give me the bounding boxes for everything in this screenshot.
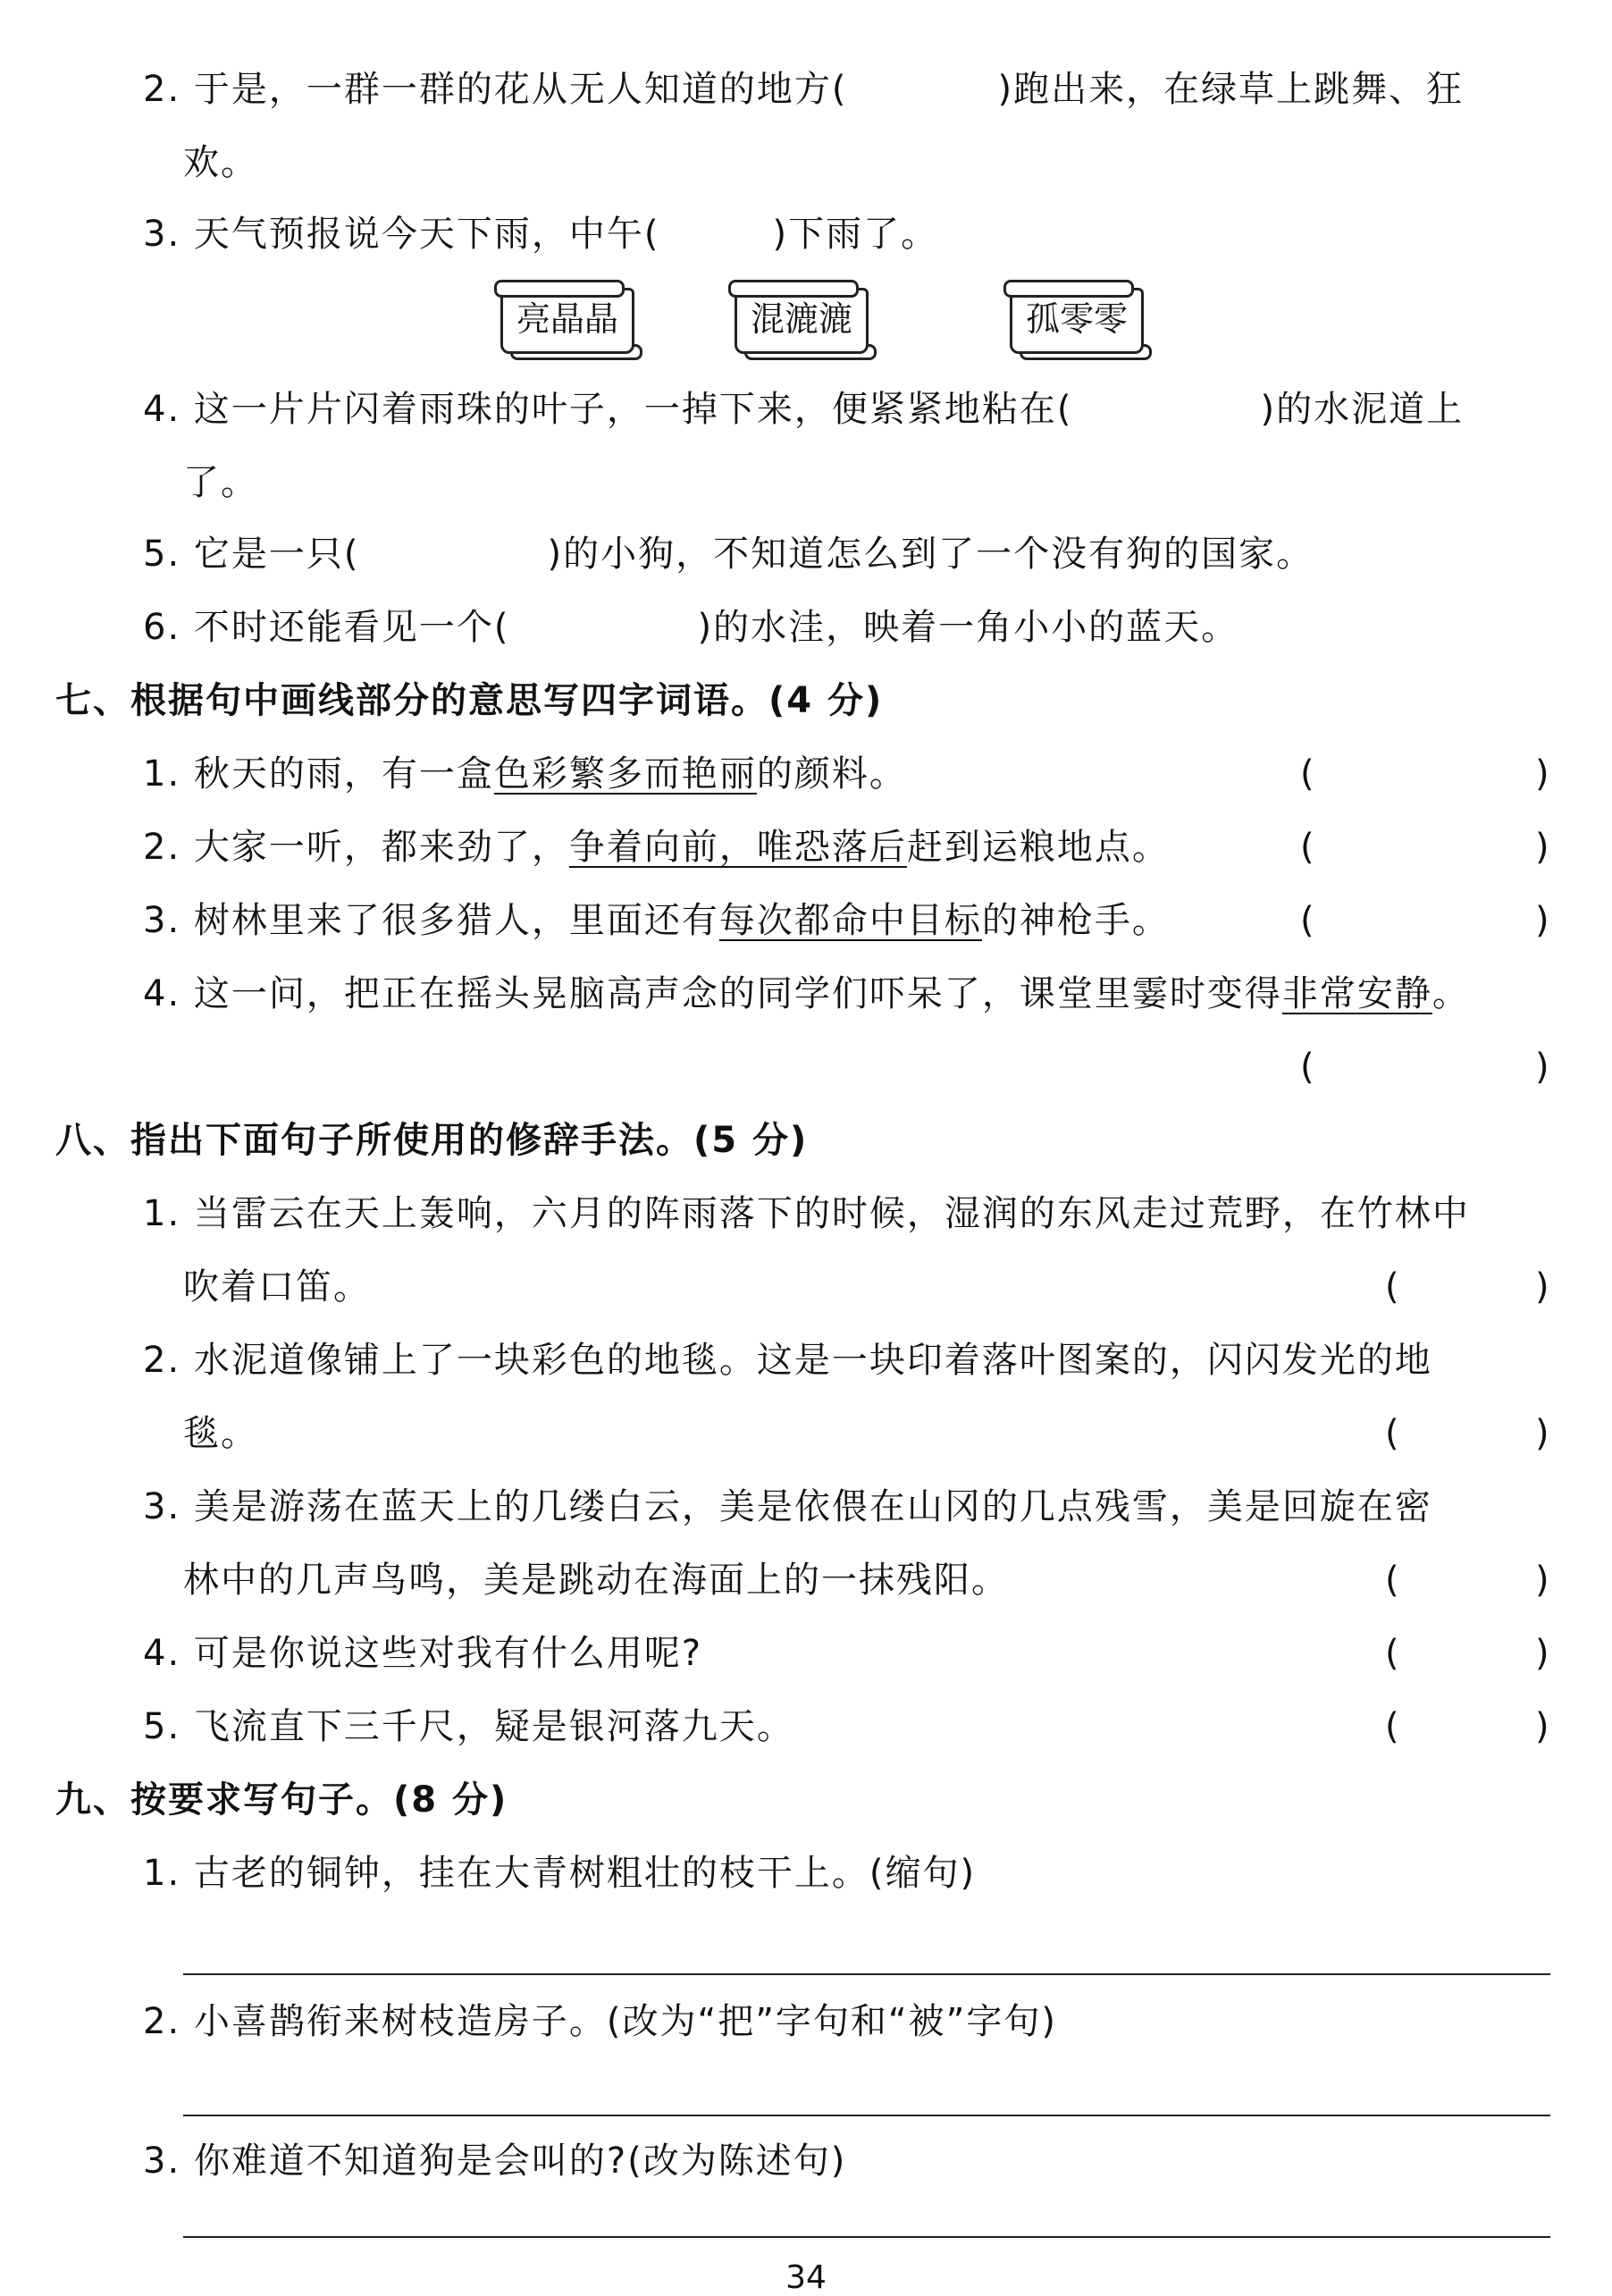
p8-q5: 5. 飞流直下三千尺，疑是银河落九天。 [143, 1706, 794, 1747]
section-7-title: 七、根据句中画线部分的意思写四字词语。(4 分) [55, 680, 884, 721]
word-card-2: 混漉漉 [735, 288, 869, 354]
p8-q2: 2. 水泥道像铺上了一块彩色的地毯。这是一块印着落叶图案的，闪闪发光的地 [143, 1340, 1432, 1381]
p6-q6: 6. 不时还能看见一个( )的水洼，映着一角小小的蓝天。 [143, 607, 1239, 648]
answer-paren-right: ) [1535, 1706, 1549, 1747]
answer-line[interactable] [183, 1973, 1550, 1975]
p6-q4: 4. 这一片片闪着雨珠的叶子，一掉下来，便紧紧地粘在( )的水泥道上 [143, 389, 1465, 430]
answer-paren-left: ( [1385, 1413, 1399, 1454]
section-9-title: 九、按要求写句子。(8 分) [55, 1779, 508, 1821]
p6-q3: 3. 天气预报说今天下雨，中午( )下雨了。 [143, 214, 939, 255]
word-card-1: 亮晶晶 [500, 288, 634, 354]
answer-paren-left: ( [1300, 900, 1314, 941]
p9-q1: 1. 古老的铜钟，挂在大青树粗壮的枝干上。(缩句) [143, 1853, 977, 1894]
page-number: 34 [785, 2259, 827, 2296]
section-8-title: 八、指出下面句子所使用的修辞手法。(5 分) [55, 1120, 809, 1161]
p7-q3: 3. 树林里来了很多猎人，里面还有每次都命中目标的神枪手。 [143, 900, 1170, 941]
answer-paren-right: ) [1535, 900, 1549, 941]
answer-paren-right: ) [1535, 1413, 1549, 1454]
answer-line[interactable] [183, 2236, 1550, 2238]
p6-q4-cont: 了。 [183, 462, 258, 503]
p6-q5: 5. 它是一只( )的小狗，不知道怎么到了一个没有狗的国家。 [143, 534, 1314, 575]
answer-paren-left: ( [1385, 1560, 1399, 1601]
answer-paren-right: ) [1535, 753, 1549, 795]
p8-q3: 3. 美是游荡在蓝天上的几缕白云，美是依偎在山冈的几点残雪，美是回旋在密 [143, 1486, 1432, 1527]
answer-paren-right: ) [1535, 827, 1549, 868]
p9-q2: 2. 小喜鹊衔来树枝造房子。(改为“把”字句和“被”字句) [143, 2001, 1057, 2042]
p7-q3-underlined: 每次都命中目标 [718, 900, 982, 941]
p7-q1: 1. 秋天的雨，有一盒色彩繁多而艳丽的颜料。 [143, 753, 907, 795]
answer-paren-right: ) [1535, 1633, 1549, 1674]
answer-paren-left: ( [1385, 1266, 1399, 1308]
p7-q4-underlined: 非常安静 [1281, 973, 1432, 1014]
p6-q2-cont: 欢。 [183, 142, 258, 183]
answer-paren-right: ) [1535, 1560, 1549, 1601]
answer-paren-left: ( [1300, 827, 1314, 868]
p6-q2: 2. 于是，一群一群的花从无人知道的地方( )跑出来，在绿草上跳舞、狂 [143, 69, 1465, 110]
answer-paren-right: ) [1535, 1047, 1549, 1088]
p8-q1-cont: 吹着口笛。 [183, 1266, 371, 1308]
p7-q2-underlined: 争着向前，唯恐落后 [568, 827, 907, 868]
answer-paren-left: ( [1300, 1047, 1314, 1088]
p7-q2: 2. 大家一听，都来劲了，争着向前，唯恐落后赶到运粮地点。 [143, 827, 1170, 868]
p8-q2-cont: 毯。 [183, 1413, 258, 1454]
word-card-3: 孤零零 [1010, 288, 1144, 354]
p8-q4: 4. 可是你说这些对我有什么用呢? [143, 1633, 703, 1674]
p7-q4: 4. 这一问，把正在摇头晃脑高声念的同学们吓呆了，课堂里霎时变得非常安静。 [143, 973, 1470, 1014]
answer-paren-left: ( [1385, 1706, 1399, 1747]
answer-paren-right: ) [1535, 1266, 1549, 1308]
answer-paren-left: ( [1300, 753, 1314, 795]
answer-paren-left: ( [1385, 1633, 1399, 1674]
p9-q3: 3. 你难道不知道狗是会叫的?(改为陈述句) [143, 2140, 847, 2182]
answer-line[interactable] [183, 2115, 1550, 2116]
p7-q1-underlined: 色彩繁多而艳丽 [493, 753, 757, 795]
p8-q1: 1. 当雷云在天上轰响，六月的阵雨落下的时候，湿润的东风走过荒野，在竹林中 [143, 1193, 1470, 1234]
p8-q3-cont: 林中的几声鸟鸣，美是跳动在海面上的一抹残阳。 [183, 1560, 1009, 1601]
